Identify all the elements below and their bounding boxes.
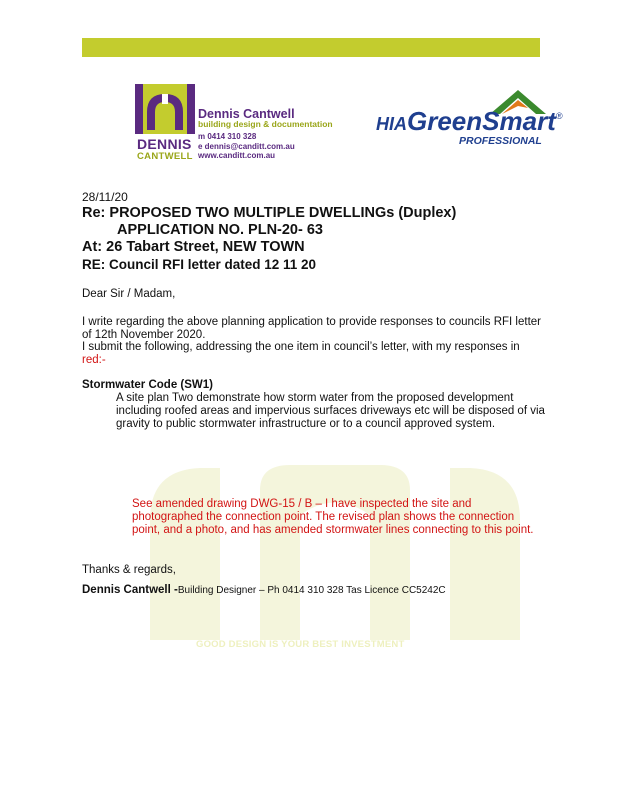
- contact-email: e dennis@canditt.com.au: [198, 141, 295, 151]
- site-address: At: 26 Tabart Street, NEW TOWN: [82, 239, 305, 255]
- submission-paragraph: [82, 341, 542, 367]
- hia-professional: PROFESSIONAL: [459, 135, 542, 147]
- rfi-reference: RE: Council RFI letter dated 12 11 20: [82, 257, 317, 272]
- re-heading: Re: PROPOSED TWO MULTIPLE DWELLINGs (Duplex): [82, 205, 457, 221]
- intro-paragraph: I write regarding the above planning application to provide responses to councils RFI letter of 12th November 2020.: [82, 316, 541, 341]
- logo-word-dennis: DENNIS: [137, 136, 192, 152]
- watermark-logo: [140, 460, 530, 640]
- section-body: A site plan Two demonstrate how storm water from the proposed development including roofed areas and impervious surfaces driveways etc will be disposed of via gravity to public stormwater infrastructure or to a council approved system.: [116, 392, 545, 430]
- logo-word-cantwell: CANTWELL: [137, 151, 193, 162]
- company-name: Dennis Cantwell: [198, 107, 295, 121]
- company-subtitle: building design & documentation: [198, 119, 333, 129]
- header-bar: [82, 38, 540, 57]
- signature-detail: Building Designer – Ph 0414 310 328 Tas Licence CC5242C: [177, 585, 446, 596]
- hia-greensmart-logo: [376, 106, 556, 137]
- contact-mobile: m 0414 310 328: [198, 132, 257, 141]
- submission-red-text: red:-: [82, 354, 106, 366]
- hia-prefix: HIA: [376, 114, 407, 134]
- submission-text: I submit the following, addressing the one item in council’s letter, with my responses in: [82, 341, 520, 353]
- letter-date: 28/11/20: [82, 190, 128, 204]
- watermark-tagline: GOOD DESIGN IS YOUR BEST INVESTMENT: [196, 639, 405, 650]
- signature-name: Dennis Cantwell -: [82, 584, 178, 596]
- contact-website: www.canditt.com.au: [198, 151, 276, 160]
- greensmart-wordmark: GreenSmart: [407, 106, 556, 136]
- response-text: See amended drawing DWG-15 / B – I have inspected the site and photographed the connection point. The revised plan shows the connection point, and a photo, and has amended stormwater lines connecting to this point.: [132, 498, 534, 536]
- closing: Thanks & regards,: [82, 564, 176, 576]
- signature: [82, 584, 446, 596]
- registered-mark: ®: [556, 111, 563, 121]
- application-number: APPLICATION NO. PLN-20- 63: [117, 222, 323, 238]
- contact-details: [198, 132, 295, 161]
- salutation: Dear Sir / Madam,: [82, 288, 176, 300]
- section-heading: Stormwater Code (SW1): [82, 379, 213, 391]
